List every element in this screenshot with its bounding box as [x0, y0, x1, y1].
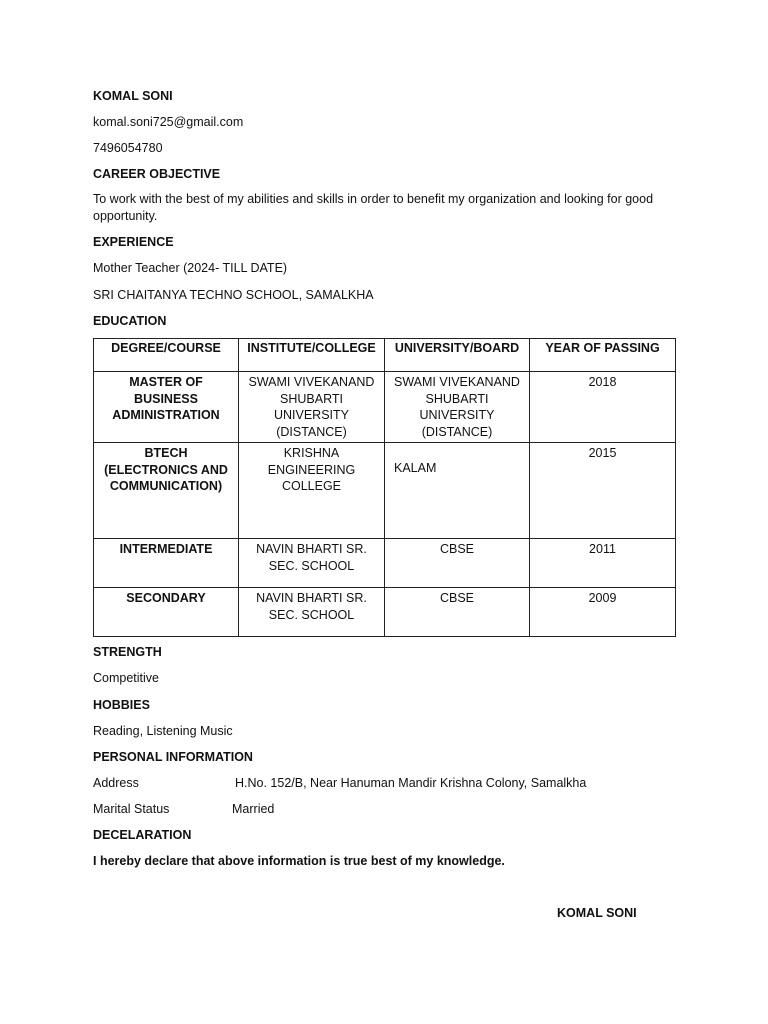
degree-cell: INTERMEDIATE — [94, 539, 239, 588]
address-label: Address — [93, 776, 139, 790]
resume-name: KOMAL SONI — [93, 89, 173, 103]
education-heading: EDUCATION — [93, 314, 167, 328]
strength-text: Competitive — [93, 671, 159, 685]
marital-status-value: Married — [232, 802, 275, 816]
institute-cell: SWAMI VIVEKANAND SHUBARTI UNIVERSITY (DISTANCE) — [239, 372, 385, 443]
column-header: DEGREE/COURSE — [94, 339, 239, 372]
signature-name: KOMAL SONI — [557, 906, 637, 920]
column-header: INSTITUTE/COLLEGE — [239, 339, 385, 372]
experience-heading: EXPERIENCE — [93, 235, 174, 249]
table-row — [94, 443, 676, 539]
marital-status-label: Marital Status — [93, 802, 170, 816]
table-header-row — [94, 339, 676, 372]
strength-heading: STRENGTH — [93, 645, 162, 659]
experience-role: Mother Teacher (2024- TILL DATE) — [93, 261, 288, 275]
degree-cell: MASTER OF BUSINESS ADMINISTRATION — [94, 372, 239, 443]
board-cell: KALAM — [385, 443, 530, 539]
column-header: YEAR OF PASSING — [530, 339, 676, 372]
year-cell: 2011 — [530, 539, 676, 588]
year-cell: 2015 — [530, 443, 676, 539]
personal-info-heading: PERSONAL INFORMATION — [93, 750, 253, 764]
institute-cell: NAVIN BHARTI SR. SEC. SCHOOL — [239, 588, 385, 637]
year-cell: 2018 — [530, 372, 676, 443]
address-value: H.No. 152/B, Near Hanuman Mandir Krishna Colony, Samalkha — [235, 776, 587, 790]
board-cell: CBSE — [385, 588, 530, 637]
table-row — [94, 588, 676, 637]
year-cell: 2009 — [530, 588, 676, 637]
declaration-text: I hereby declare that above information is true best of my knowledge. — [93, 854, 505, 868]
institute-cell: NAVIN BHARTI SR. SEC. SCHOOL — [239, 539, 385, 588]
degree-cell: BTECH (ELECTRONICS AND COMMUNICATION) — [94, 443, 239, 539]
phone-text: 7496054780 — [93, 141, 163, 155]
board-cell: CBSE — [385, 539, 530, 588]
email-text: komal.soni725@gmail.com — [93, 115, 244, 129]
hobbies-heading: HOBBIES — [93, 698, 150, 712]
table-row — [94, 372, 676, 443]
experience-employer: SRI CHAITANYA TECHNO SCHOOL, SAMALKHA — [93, 288, 374, 302]
hobbies-text: Reading, Listening Music — [93, 724, 233, 738]
board-cell: SWAMI VIVEKANAND SHUBARTI UNIVERSITY (DISTANCE) — [385, 372, 530, 443]
institute-cell: KRISHNA ENGINEERING COLLEGE — [239, 443, 385, 539]
career-objective-text: To work with the best of my abilities and skills in order to benefit my organization and looking for good opportunity. — [93, 192, 654, 223]
career-objective-heading: CAREER OBJECTIVE — [93, 167, 221, 181]
declaration-heading: DECELARATION — [93, 828, 192, 842]
column-header: UNIVERSITY/BOARD — [385, 339, 530, 372]
education-table — [93, 338, 676, 637]
degree-cell: SECONDARY — [94, 588, 239, 637]
table-row — [94, 539, 676, 588]
